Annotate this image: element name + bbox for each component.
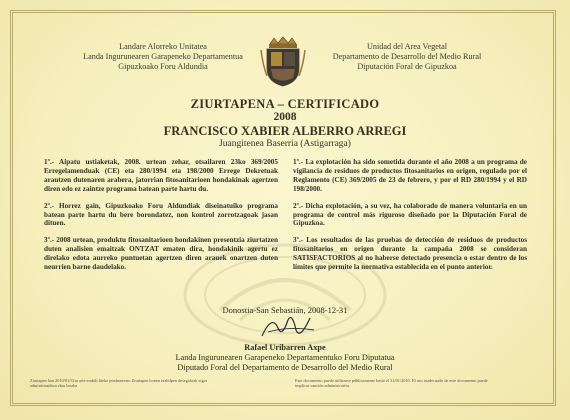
header-left-line: Landa Ingurunearen Garapeneko Departamentua: [83, 52, 243, 62]
basque-paragraph: 1º.- Aipatu ustiaketak, 2008. urtean zehar, otsailaren 23ko 369/2005 Erregelamenduak (CE) eta 280/1994 eta 198/2000 Errege Dekretuak arautzen dutenaren arabera, jatorrian fitosanitarioen hondakinak agertzen diren edo ez zaintze programa batean parte hartu du.: [44, 158, 278, 193]
spanish-paragraph: 1º.- La explotación ha sido sometida durante el año 2008 a un programa de vigilancia de residuos de productos fitosanitarios en origen, regulado por el Reglamento (CE) 369/2005 de 23 de febrero, y por el RD 280/1994 y el RD 198/2000.: [293, 158, 527, 193]
header-left-basque: [58, 42, 268, 73]
certificate-title: ZIURTAPENA – CERTIFICADO: [190, 97, 380, 111]
basque-paragraph: 3º.- 2008 urtean, produktu fitosanitarioen hondakinen presentzia ziurtatzen duten analisien emaitzak ONTZAT ematen dira, hondakinik agertu ez direlako edota aurreko puntuetan agertzen diren arauek onartzen duten neurrien barne daudelako.: [44, 236, 278, 272]
footnote-basque: Ziurtapen hau 2010/01/31ra arte erabili liteke jendaurrean. Ziurtapen honen erabilpen desegokiak zigor administratiboa ekar lezake: [30, 378, 208, 389]
holder-name: FRANCISCO XABIER ALBERRO ARREGI: [163, 124, 407, 138]
certificate-year: 2008: [273, 111, 297, 123]
footnote-spanish: Este documento puede utilizarse públicamente hasta el 31/01/2010. El uso inadecuado de este documento puede implicar sanción administrativa.: [295, 378, 488, 389]
handwritten-signature: [258, 310, 318, 342]
header-right-line: Departamento de Desarrollo del Medio Rural: [332, 52, 482, 62]
place-and-date: Donostia-San Sebastián, 2008-12-31: [222, 305, 348, 315]
header-right-line: Unidad del Area Vegetal: [366, 42, 448, 51]
basque-paragraph: 2º.- Horrez gain, Gipuzkoako Foru Aldundiak diseinatuiko programa batean parte hartu du bere borondatez, non kontrol zorrotzagoak jasan dituen.: [44, 201, 278, 228]
gipuzkoa-coat-of-arms-icon: [260, 36, 306, 88]
header-left-line: Gipuzkoako Foru Aldundia: [118, 62, 208, 72]
signer-title-spanish: Diputado Foral del Departamento de Desarrollo del Medio Rural: [177, 363, 393, 372]
spanish-text-column: [293, 158, 527, 280]
basque-text-column: [44, 158, 278, 280]
header-right-spanish: [302, 42, 512, 73]
signer-title-basque: Landa Ingurunearen Garapeneko Departamentuko Foru Diputatua: [175, 353, 395, 362]
spanish-paragraph: 3º.- Los resultados de las pruebas de detección de residuos de productos fitosanitarios en origen durante la campaña 2008 se consideran SATISFACTORIOS al no haberse detectado presencia o estar dentro de los límites que permite la normativa establecida en el punto anterior.: [293, 236, 527, 272]
header-left-line: Landare Alorreko Unitatea: [119, 42, 207, 51]
farm-name: Juangitenea Baserria (Astigarraga): [219, 139, 351, 149]
signer-name: Rafael Uribarren Axpe: [244, 343, 326, 352]
spanish-paragraph: 2º.- Dicha explotación, a su vez, ha colaborado de manera voluntaria en un programa de control más riguroso diseñado por la Diputación Foral de Gipuzkoa.: [293, 201, 527, 228]
header-right-line: Diputación Foral de Gipuzkoa: [357, 62, 457, 72]
